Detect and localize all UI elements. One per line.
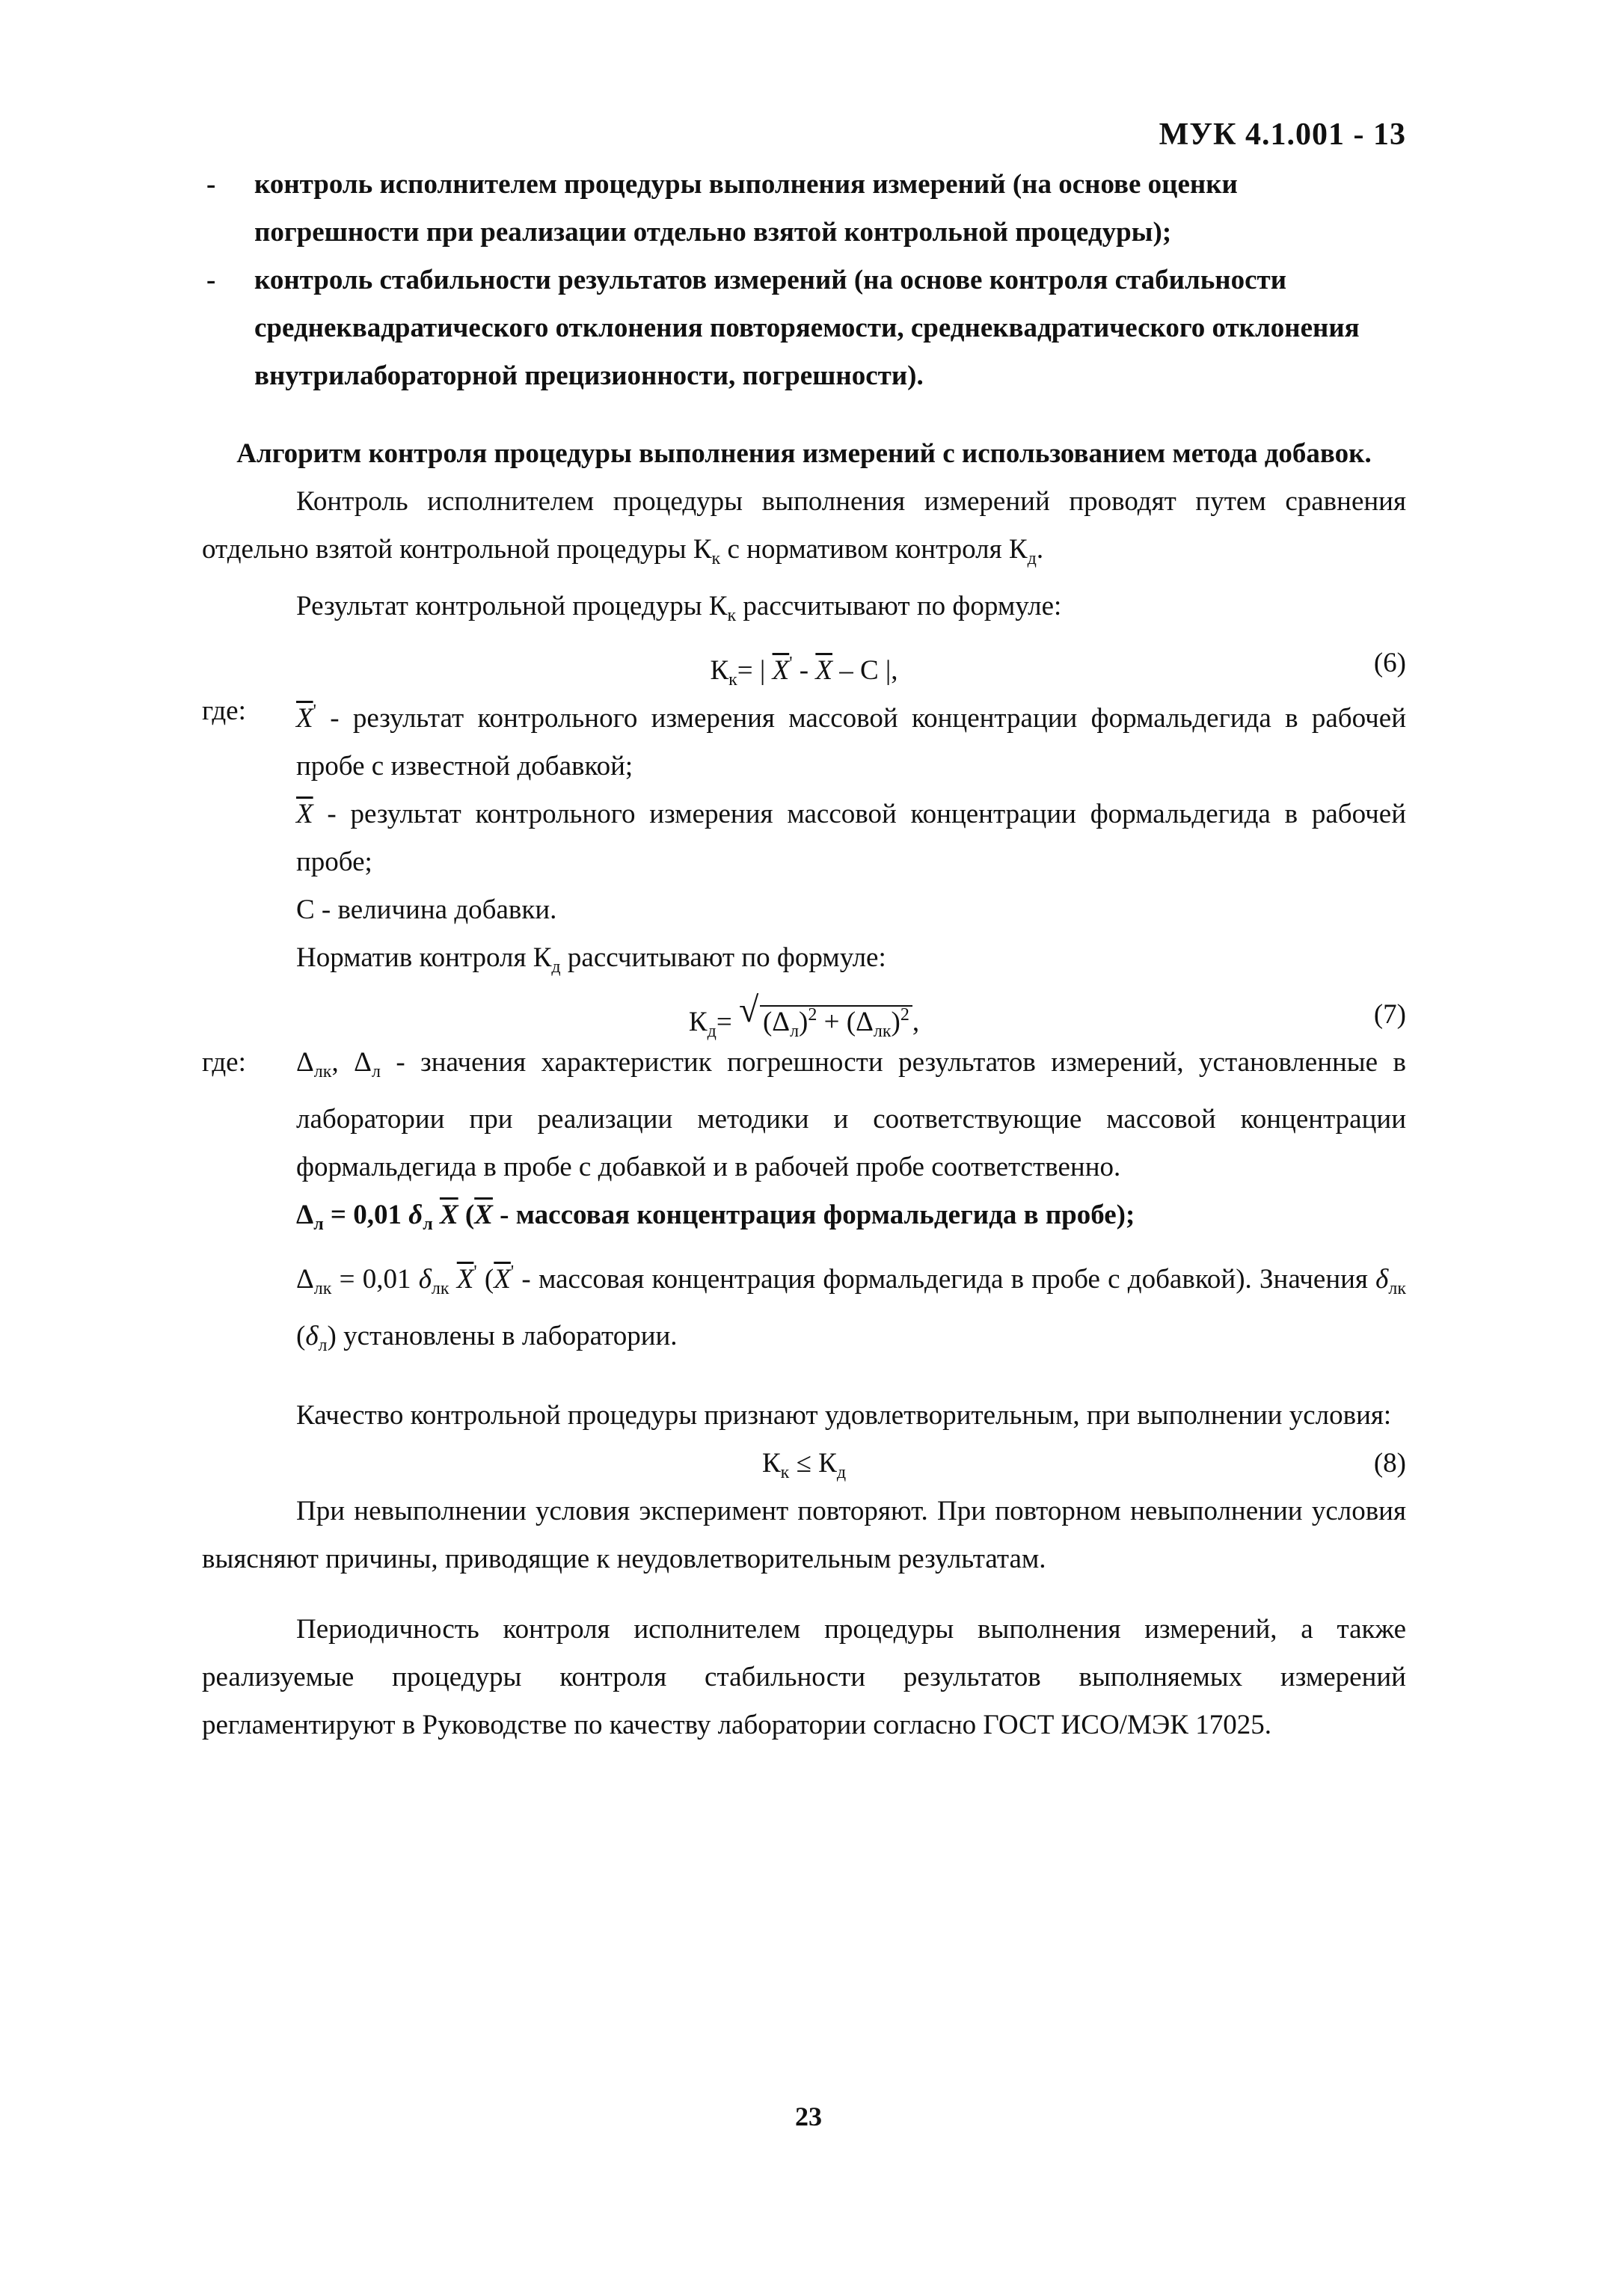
- where-label: где:: [202, 696, 246, 726]
- section-heading: Алгоритм контроля процедуры выполнения измерений с использованием метода добавок.: [236, 438, 1372, 469]
- definition-x-prime: $\overline{X}'$ - результат контрольного измерения массовой концентрации формальдегида в рабочей пробе с известной добавкой;: [296, 702, 1406, 782]
- formula-6-expression: $К_к=$ | $\overline{X}' - \overline{X}$ – С |,: [710, 654, 898, 690]
- paragraph-control-intro: Контроль исполнителем процедуры выполнения измерений проводят путем сравнения отдельно взятой контрольной процедуры $К_к$ с нормативом контроля $К_д$.: [202, 486, 1406, 568]
- definition-delta-lk: $\Delta_{лк} = 0,01$ $\delta_{лк}$ $\overline{X}'$ ($\overline{X}'$ - массовая концентрация формальдегида в пробе с добавкой). Значения $\delta_{лк}$ $(\delta_л)$ установлены в лаборатории.: [296, 1262, 1406, 1355]
- formula-6: [202, 639, 1406, 690]
- definition-delta-l: $\Delta_л = 0,01$ $\delta_л$ $\overline{X}$ ($\overline{X}$ - массовая концентрация формальдегида в пробе);: [296, 1200, 1135, 1234]
- formula-7-number: (7): [1373, 999, 1406, 1030]
- bullet-item-1: [202, 161, 1406, 257]
- definition-c: С - величина добавки.: [296, 894, 557, 925]
- definition-delta-values: $\Delta_{лк}$, $\Delta_л$ - значения характеристик погрешности результатов измерений, установленные в лаборатории при реализации методики и соответствующие массовой концентрации формальдегида в пробе с добавкой и в рабочей пробе соответственно.: [296, 1047, 1406, 1182]
- formula-8: [202, 1440, 1406, 1488]
- page-content: [202, 161, 1406, 1749]
- paragraph-quality-condition: Качество контрольной процедуры признают удовлетворительным, при выполнении условия:: [296, 1400, 1392, 1431]
- definition-block-1: [202, 687, 1406, 991]
- bullet-dash-icon: -: [206, 265, 216, 295]
- bullet-text-2: контроль стабильности результатов измерений (на основе контроля стабильности среднеквадратического отклонения повторяемости, среднеквадратического отклонения внутрилабораторной прецизионности, погрешности).: [254, 265, 1360, 391]
- definition-block-2: [202, 1039, 1406, 1369]
- where-label: где:: [202, 1047, 246, 1078]
- paragraph-norm-formula: Норматив контроля $К_д$ рассчитывают по формуле:: [296, 942, 886, 977]
- page-number: 23: [795, 2102, 822, 2131]
- formula-8-expression: $К_к \le К_д$: [761, 1448, 847, 1482]
- formula-8-number: (8): [1373, 1448, 1406, 1479]
- paragraph-result-formula: Результат контрольной процедуры $К_к$ рассчитывают по формуле:: [296, 591, 1062, 625]
- formula-6-number: (6): [1373, 648, 1406, 678]
- formula-7: [202, 991, 1406, 1039]
- document-code-header: МУК 4.1.001 - 13: [1159, 117, 1406, 152]
- paragraph-repeat-experiment: При невыполнении условия эксперимент повторяют. При повторном невыполнении условия выясняют причины, приводящие к неудовлетворительным результатам.: [202, 1496, 1406, 1574]
- paragraph-periodicity: Периодичность контроля исполнителем процедуры выполнения измерений, а также реализуемые процедуры контроля стабильности результатов выполняемых измерений регламентируют в Руководстве по качеству лаборатории согласно ГОСТ ИСО/МЭК 17025.: [202, 1614, 1406, 1740]
- bullet-dash-icon: -: [206, 169, 216, 200]
- bullet-text-1: контроль исполнителем процедуры выполнения измерений (на основе оценки погрешности при реализации отдельно взятой контрольной процедуры);: [254, 169, 1238, 248]
- definition-x: $\overline{X}$ - результат контрольного измерения массовой концентрации формальдегида в рабочей пробе;: [296, 799, 1406, 877]
- square-root-icon: √ $(\Delta_л)^2 + (\Delta_{лк})^2$: [739, 991, 912, 1055]
- bullet-item-2: [202, 257, 1406, 400]
- formula-7-expression: $К_д=$ √ $(\Delta_л)^2 + (\Delta_{лк})^2$ ,: [202, 991, 1406, 1055]
